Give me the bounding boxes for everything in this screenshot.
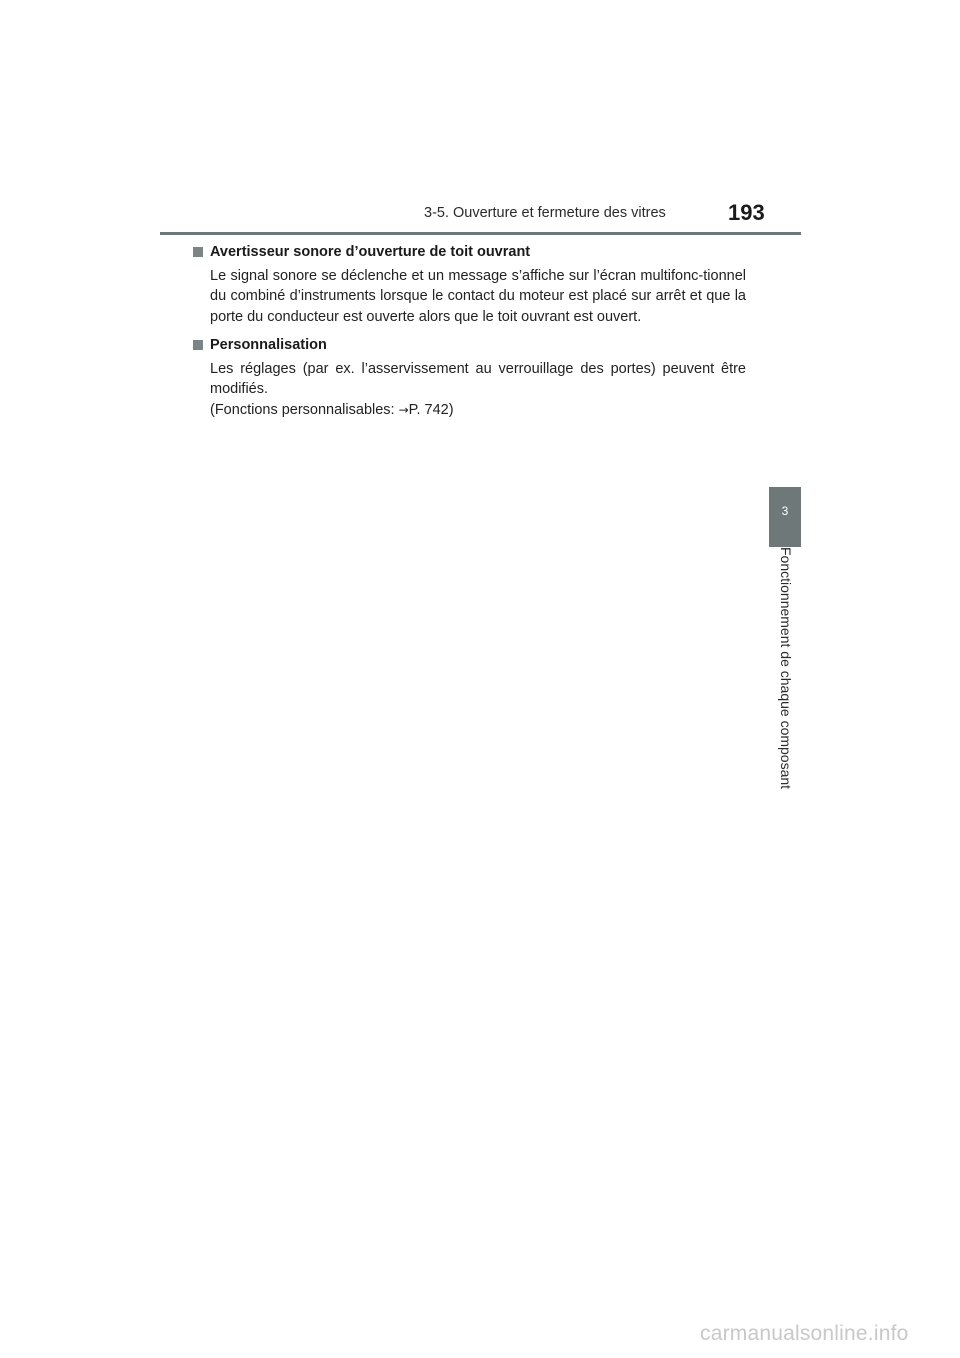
chapter-tab	[769, 487, 801, 547]
cross-reference[interactable]	[210, 400, 746, 421]
watermark: carmanualsonline.info	[700, 1322, 909, 1345]
section-body: Le signal sonore se déclenche et un message s’affiche sur l’écran multifonc-tionnel du combiné d’instruments lorsque le contact du moteur est placé sur arrêt et que la porte du conducteur est ouverte alors que le toit ouvrant est ouvert.	[210, 267, 746, 325]
xref-prefix: (Fonctions personnalisables:	[210, 401, 399, 418]
section-heading	[210, 242, 746, 263]
square-bullet-icon	[193, 247, 203, 257]
chapter-strip	[769, 547, 801, 810]
section-heading-text: Personnalisation	[210, 337, 327, 353]
chapter-title: Fonctionnement de chaque composant	[778, 547, 794, 790]
arrow-right-icon: →	[398, 402, 409, 417]
xref-target: P. 742)	[408, 401, 454, 418]
section-customization	[210, 335, 746, 420]
running-header-section: 3-5. Ouverture et fermeture des vitres	[424, 205, 666, 221]
square-bullet-icon	[193, 340, 203, 350]
chapter-number: 3	[781, 504, 789, 518]
section-body	[210, 359, 746, 421]
section-body-text: Les réglages (par ex. l’asservissement au verrouillage des portes) peuvent être modifiés.	[210, 360, 746, 397]
header-rule	[160, 232, 801, 235]
page-number: 193	[728, 200, 765, 225]
section-sunroof-buzzer	[210, 242, 746, 327]
section-heading-text: Avertisseur sonore d’ouverture de toit ouvrant	[210, 244, 531, 260]
page-content	[210, 242, 746, 428]
section-heading	[210, 335, 746, 356]
